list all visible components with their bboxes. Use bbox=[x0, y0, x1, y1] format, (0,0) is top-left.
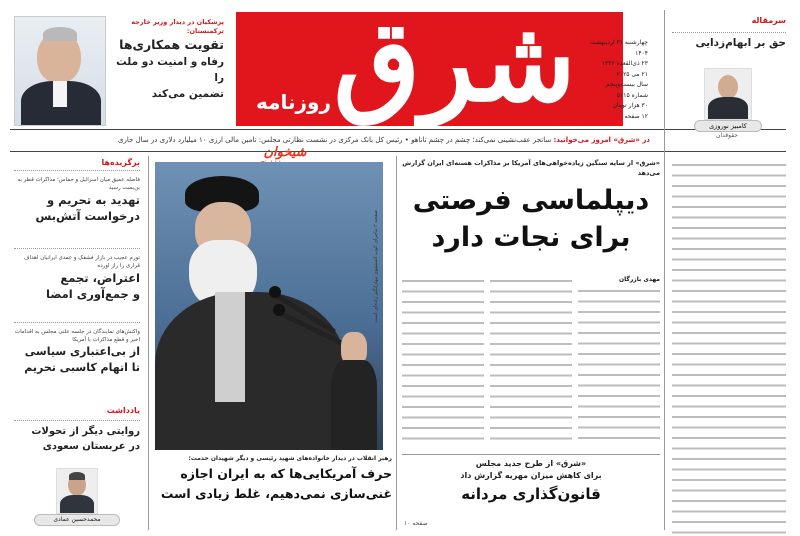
issue-info-column bbox=[588, 38, 648, 122]
top-left-headline-1: تقویت همکاری‌ها bbox=[119, 37, 224, 52]
sidebar-item-1-title-2: درخواست آتش‌بس bbox=[35, 209, 140, 223]
ticker bbox=[10, 132, 650, 148]
sidebar-item-1-title-1: تهدید به تحریم و bbox=[46, 193, 140, 207]
top-left-headline-2: رفاه و امنیت دو ملت را bbox=[116, 56, 224, 84]
sidebar-item-3-kicker: واکنش‌های نمایندگان در جلسه علنی مجلس به اقدامات اخیر و قطع مذاکرات با آمریکا bbox=[14, 329, 140, 343]
masthead-logo bbox=[256, 0, 616, 127]
bottom-page-ref: صفحه ۱۰ bbox=[404, 520, 428, 527]
leader-headline-1: حرف آمریکایی‌ها که به ایران اجازه bbox=[180, 466, 392, 481]
left-sidebar bbox=[10, 158, 144, 530]
price: ۳۰ هزار تومان bbox=[612, 102, 648, 109]
editorial-role: حقوقدان bbox=[716, 132, 738, 139]
sidebar-item-2-kicker: تورم عجیب در بازار فشفک و عمدی ایرانیان اهداف قراری را راز اورده bbox=[23, 255, 140, 269]
editorial-author-photo bbox=[704, 68, 752, 120]
editorial-title: حق بر ابهام‌زدایی bbox=[695, 37, 786, 49]
editorial bbox=[668, 10, 790, 530]
leader-headline-2: غنی‌سازی نمی‌دهیم، غلط زیادی است bbox=[160, 486, 392, 501]
sidebar-section: برگزیده‌ها bbox=[101, 158, 140, 167]
ticker-label: در «شرق» امروز می‌خوانید: bbox=[553, 136, 650, 144]
leader-photo bbox=[155, 162, 383, 450]
bottom-story bbox=[402, 458, 660, 506]
sidebar-note bbox=[10, 424, 140, 454]
main-story-headline-1: دیپلماسی فرصتی bbox=[412, 185, 650, 216]
leader-story bbox=[152, 454, 392, 504]
bottom-story-kicker-2: برای کاهش میزان مهریه گزارش داد bbox=[460, 471, 602, 480]
top-left-headline-3: تضمین می‌کند bbox=[151, 88, 224, 100]
sidebar-item-1 bbox=[10, 176, 140, 224]
editorial-section: سرمقاله bbox=[751, 16, 786, 25]
sidebar-section-2: یادداشت bbox=[106, 406, 140, 415]
logo-sub: روزنامه bbox=[256, 90, 331, 114]
logo-main: شرق bbox=[333, 0, 576, 127]
ticker-text: ساتجر عقب‌نشینی نمی‌کند؛ چشم در چشم تاناهو • رئیس کل بانک مرکزی در نشست نظارتی مجلس: تامین مالی ارزی ۱۰ میلیارد دلاری در سال جاری bbox=[118, 136, 552, 144]
main-story-body bbox=[402, 276, 660, 454]
editorial-body bbox=[672, 160, 786, 536]
main-story bbox=[402, 158, 660, 256]
top-left-kicker: پزشکیان در دیدار وزیر خارجه ترکمنستان: bbox=[131, 18, 224, 35]
year: سال بیست‌وپنجم bbox=[605, 81, 648, 88]
top-left-story bbox=[108, 18, 224, 102]
issue-number: شماره ۵۱۱۵ bbox=[616, 91, 648, 99]
sidebar-note-title-2: در عربستان سعودی bbox=[42, 441, 140, 452]
sidebar-item-3 bbox=[10, 328, 140, 376]
main-story-byline: مهدی بازرگان bbox=[618, 276, 660, 283]
bottom-story-kicker: «شرق» از طرح جدید مجلس bbox=[475, 459, 587, 468]
sidebar-item-2-title-1: اعتراض، تجمع bbox=[60, 271, 140, 285]
date-fa: چهارشنبه ۳۱ اردیبهشت ۱۴۰۴ bbox=[589, 39, 648, 57]
date-gregorian: ۲۱ می ۲۰۲۵ bbox=[616, 70, 648, 78]
editorial-author: کامبیز نوروزی bbox=[694, 120, 762, 132]
masthead bbox=[236, 0, 623, 127]
leader-kicker: رهبر انقلاب در دیدار خانواده‌های شهید رئیسی و دیگر شهیدان خدمت: bbox=[188, 455, 392, 462]
sidebar-note-photo bbox=[56, 468, 98, 514]
sidebar-note-author: محمدحسین عمادی bbox=[34, 514, 120, 526]
sidebar-note-title-1: روایتی دیگر از تحولات bbox=[31, 426, 140, 437]
bottom-story-headline: قانون‌گذاری مردانه bbox=[461, 485, 601, 503]
sidebar-item-2-title-2: و جمع‌آوری امضا bbox=[46, 287, 140, 301]
sidebar-item-3-title-2: تا اتهام کاسبی تحریم bbox=[24, 361, 140, 374]
main-story-kicker: «شرق» از سایه سنگین زیاده‌خواهی‌های آمریکا بر مذاکرات هسته‌ای ایران گزارش می‌دهد bbox=[402, 159, 660, 177]
watermark-fa: شیخوان bbox=[263, 145, 307, 160]
sidebar-item-1-kicker: فاصله عمیق میان اسرائیل و حماس؛ مذاکرات قطر به بن‌بست رسید bbox=[17, 177, 140, 191]
date-hijri: ۲۳ ذی‌القعده ۱۴۴۶ bbox=[601, 60, 648, 67]
page-count: ۱۲ صفحه bbox=[624, 112, 648, 120]
sidebar-item-2 bbox=[10, 254, 140, 302]
main-story-headline-2: برای نجات دارد bbox=[431, 222, 631, 253]
photo-caption: صفحه ۲ ماجرای کوب انستیتوی مهارانگیز زاده‌ای است bbox=[373, 210, 379, 323]
sidebar-item-3-title-1: از بی‌اعتباری سیاسی bbox=[24, 345, 140, 358]
top-left-portrait bbox=[14, 16, 106, 126]
